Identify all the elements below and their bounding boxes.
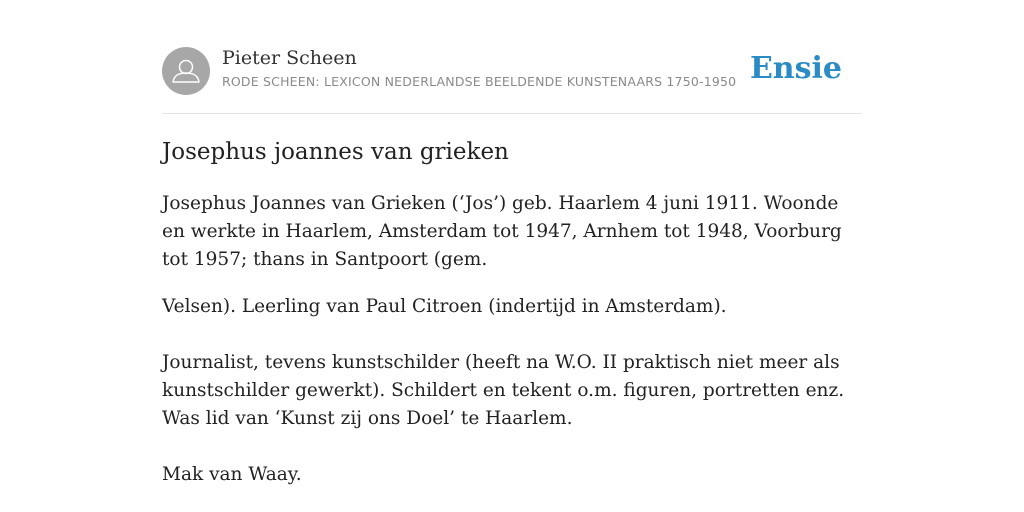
- user-silhouette-icon: [162, 47, 210, 95]
- article-card: [162, 0, 862, 512]
- article-body: [162, 190, 862, 489]
- source-label[interactable]: RODE SCHEEN: LEXICON NEDERLANDSE BEELDENDE KUNSTENAARS 1750-1950: [222, 74, 737, 89]
- paragraph: Mak van Waay.: [162, 464, 302, 485]
- paragraph: Velsen). Leerling van Paul Citroen (indertijd in Amsterdam).: [162, 296, 727, 317]
- article-title: Josephus joannes van grieken: [162, 139, 509, 165]
- article-header: [162, 46, 862, 96]
- paragraph: Journalist, tevens kunstschilder (heeft na W.O. II praktisch niet meer als kunstschilder gewerkt). Schildert en tekent o.m. figuren, portretten enz. Was lid van ‘Kunst zij ons Doel’ te Haarlem.: [162, 352, 845, 429]
- author-name[interactable]: Pieter Scheen: [222, 47, 357, 69]
- avatar[interactable]: [162, 47, 210, 95]
- header-divider: [162, 113, 862, 114]
- ensie-logo[interactable]: Ensie: [749, 51, 842, 86]
- paragraph: Josephus Joannes van Grieken (‘Jos’) geb. Haarlem 4 juni 1911. Woonde en werkte in Haarlem, Amsterdam tot 1947, Arnhem tot 1948, Voorburg tot 1957; thans in Santpoort (gem.: [162, 193, 842, 270]
